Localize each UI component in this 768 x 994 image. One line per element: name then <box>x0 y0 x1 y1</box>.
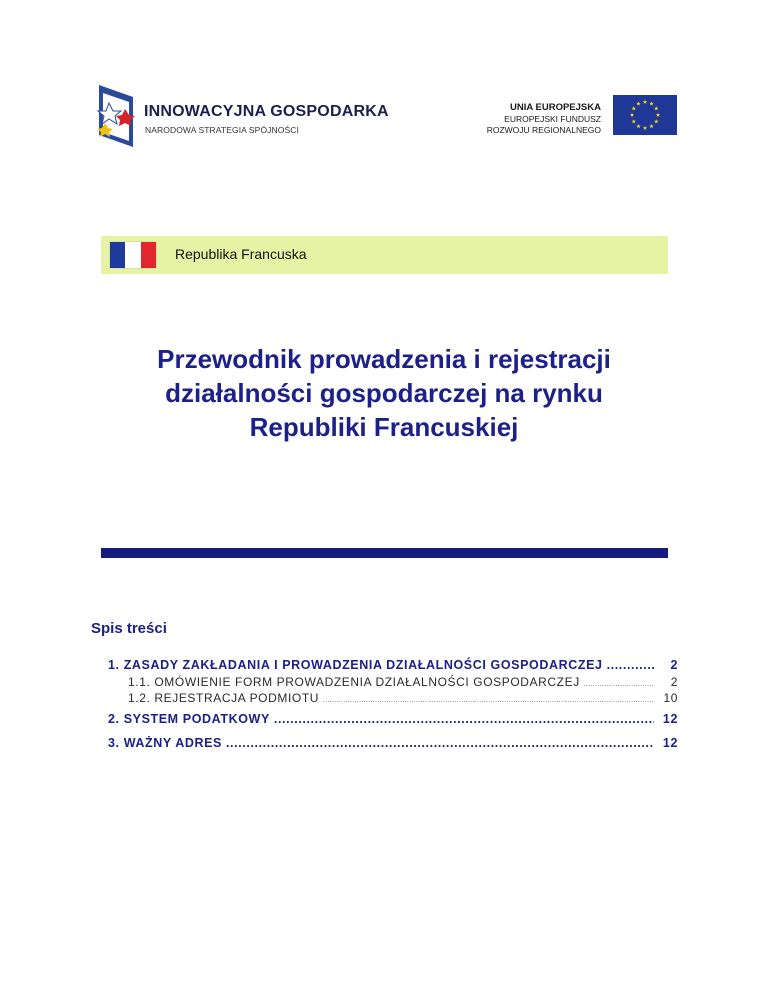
title-line-1: Przewodnik prowadzenia i rejestracji <box>157 344 611 374</box>
toc-entry-text: 1. ZASADY ZAKŁADANIA I PROWADZENIA DZIAŁALNOŚCI GOSPODARCZEJ <box>108 658 603 672</box>
toc-page-number: 12 <box>662 712 678 726</box>
toc-entry-text: 3. WAŻNY ADRES <box>108 736 222 750</box>
toc-entry-1-2[interactable] <box>128 691 678 705</box>
flag-stripe-red <box>141 242 156 268</box>
toc-leader-dots <box>584 675 654 689</box>
toc-page-number: 10 <box>663 691 678 705</box>
innowacyjna-gospodarka-title: INNOWACYJNA GOSPODARKA <box>144 103 389 120</box>
toc-entry-2[interactable] <box>108 712 678 726</box>
eu-flag-icon <box>613 95 677 135</box>
title-line-2: działalności gospodarczej na rynku <box>165 378 603 408</box>
innowacyjna-gospodarka-logo-icon <box>95 83 135 149</box>
toc-leader-dots <box>226 736 654 750</box>
flag-stripe-white <box>125 242 140 268</box>
toc-entry-text: 1.2. REJESTRACJA PODMIOTU <box>128 691 320 705</box>
document-title <box>60 342 708 444</box>
efrr-subtitle-line2: ROZWOJU REGIONALNEGO <box>486 125 601 135</box>
innowacyjna-gospodarka-subtitle: NARODOWA STRATEGIA SPÓJNOŚCI <box>145 125 299 135</box>
toc-page-number: 2 <box>670 675 678 689</box>
toc-heading: Spis treści <box>91 620 167 637</box>
country-banner <box>101 236 668 274</box>
efrr-subtitle-line1: EUROPEJSKI FUNDUSZ <box>504 114 601 124</box>
title-line-3: Republiki Francuskiej <box>249 412 519 442</box>
title-divider-bar <box>101 548 668 558</box>
toc-entry-1-1[interactable] <box>128 675 678 689</box>
toc-entry-text: 2. SYSTEM PODATKOWY <box>108 712 270 726</box>
country-name: Republika Francuska <box>175 246 307 262</box>
toc-page-number: 2 <box>670 658 678 672</box>
french-flag-icon <box>110 242 156 268</box>
toc-leader-dots <box>607 658 654 672</box>
toc-leader-dots <box>323 691 654 705</box>
flag-stripe-blue <box>110 242 125 268</box>
unia-europejska-title: UNIA EUROPEJSKA <box>510 102 601 113</box>
toc-leader-dots <box>274 712 654 726</box>
toc-entry-text: 1.1. OMÓWIENIE FORM PROWADZENIA DZIAŁALNOŚCI GOSPODARCZEJ <box>128 675 580 689</box>
toc-entry-1[interactable] <box>108 658 678 672</box>
toc-entry-3[interactable] <box>108 736 678 750</box>
toc-page-number: 12 <box>662 736 678 750</box>
